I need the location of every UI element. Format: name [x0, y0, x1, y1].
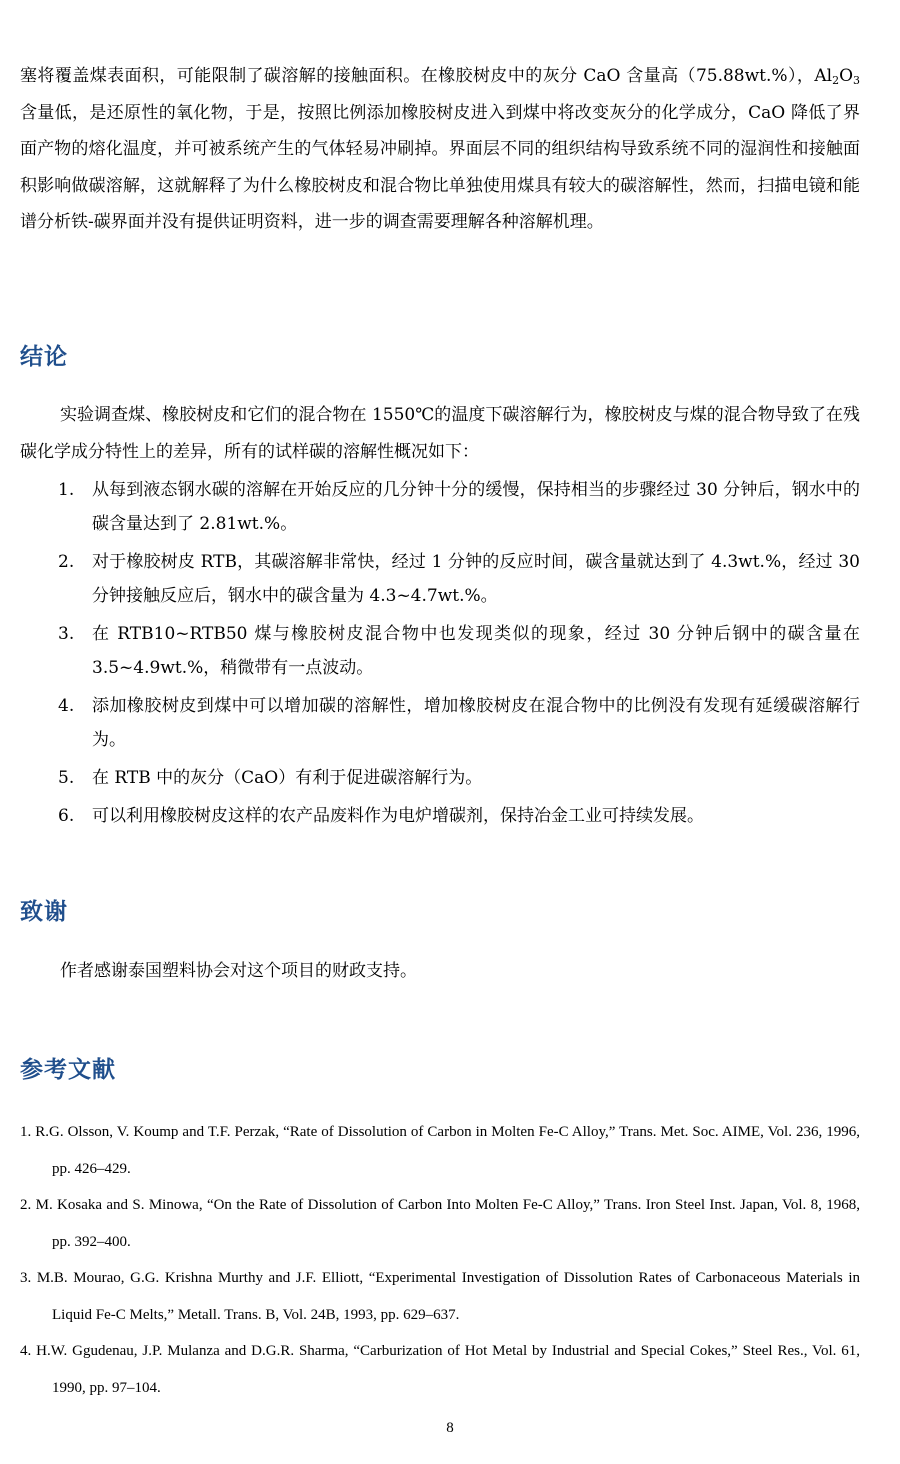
- list-item: [20, 799, 860, 833]
- reference-item: 3. M.B. Mourao, G.G. Krishna Murthy and J.F. Elliott, “Experimental Investigation of Dissolution Rates of Carbonaceous Materials in Liquid Fe-C Melts,” Metall. Trans. B, Vol. 24B, 1993, pp. 629–637.: [20, 1270, 860, 1323]
- list-item-text: 在 RTB10~RTB50 煤与橡胶树皮混合物中也发现类似的现象，经过 30 分钟后钢中的碳含量在 3.5~4.9wt.%，稍微带有一点波动。: [92, 624, 860, 678]
- list-item-text: 添加橡胶树皮到煤中可以增加碳的溶解性，增加橡胶树皮在混合物中的比例没有发现有延缓碳溶解行为。: [92, 696, 860, 750]
- acknowledgement-text: 作者感谢泰国塑料协会对这个项目的财政支持。: [60, 961, 417, 981]
- conclusion-heading: 结论: [20, 344, 68, 370]
- intro-paragraph: [20, 58, 860, 241]
- list-item-number: 1.: [58, 480, 75, 500]
- references-list: [20, 1114, 860, 1406]
- page-number: 8: [446, 1420, 454, 1436]
- intro-rest: 含量低，是还原性的氧化物，于是，按照比例添加橡胶树皮进入到煤中将改变灰分的化学成分，CaO 降低了界面产物的熔化温度，并可被系统产生的气体轻易冲刷掉。界面层不同的组织结构导致系统不同的湿润性和接触面积影响做碳溶解，这就解释了为什么橡胶树皮和混合物比单独使用煤具有较大的碳溶解性，然而，扫描电镜和能谱分析铁-碳界面并没有提供证明资料，进一步的调查需要理解各种溶解机理。: [20, 102, 860, 232]
- list-item-text: 可以利用橡胶树皮这样的农产品废料作为电炉增碳剂，保持冶金工业可持续发展。: [92, 806, 704, 826]
- list-item-text: 对于橡胶树皮 RTB，其碳溶解非常快，经过 1 分钟的反应时间，碳含量就达到了 4.3wt.%，经过 30 分钟接触反应后，钢水中的碳含量为 4.3~4.7wt.%。: [92, 552, 860, 606]
- reference-item: 4. H.W. Ggudenau, J.P. Mulanza and D.G.R. Sharma, “Carburization of Hot Metal by Industrial and Special Cokes,” Steel Res., Vol. 61, 1990, pp. 97–104.: [20, 1343, 860, 1396]
- chem-al: Al: [814, 66, 833, 86]
- conclusion-paragraph: 实验调查煤、橡胶树皮和它们的混合物在 1550℃的温度下碳溶解行为，橡胶树皮与煤的混合物导致了在残碳化学成分特性上的差异，所有的试样碳的溶解性概况如下：: [20, 405, 860, 462]
- list-item: [20, 761, 860, 795]
- list-item-number: 3.: [58, 624, 75, 644]
- list-item-text: 在 RTB 中的灰分（CaO）有利于促进碳溶解行为。: [92, 768, 483, 788]
- list-item: [20, 473, 860, 541]
- list-item-text: 从每到液态钢水碳的溶解在开始反应的几分钟十分的缓慢，保持相当的步骤经过 30 分钟后，钢水中的碳含量达到了 2.81wt.%。: [92, 480, 860, 534]
- list-item-number: 5.: [58, 768, 75, 788]
- reference-item: 1. R.G. Olsson, V. Koump and T.F. Perzak, “Rate of Dissolution of Carbon in Molten Fe-C Alloy,” Trans. Met. Soc. AIME, Vol. 236, 1996, pp. 426–429.: [20, 1124, 860, 1177]
- conclusion-list: [20, 473, 860, 833]
- references-heading: 参考文献: [20, 1057, 116, 1083]
- list-item-number: 6.: [58, 806, 75, 826]
- chem-sub-3: 3: [853, 74, 860, 87]
- reference-item: 2. M. Kosaka and S. Minowa, “On the Rate of Dissolution of Carbon Into Molten Fe-C Alloy,” Trans. Iron Steel Inst. Japan, Vol. 8, 1968, pp. 392–400.: [20, 1197, 860, 1250]
- intro-line-1: 塞将覆盖煤表面积，可能限制了碳溶解的接触面积。在橡胶树皮中的灰分 CaO 含量高（75.88wt.%），: [20, 66, 815, 86]
- list-item: [20, 689, 860, 757]
- list-item-number: 2.: [58, 552, 75, 572]
- list-item: [20, 617, 860, 685]
- chem-o: O: [839, 66, 853, 86]
- acknowledgement-heading: 致谢: [20, 899, 68, 925]
- list-item-number: 4.: [58, 696, 75, 716]
- chem-sub-2: 2: [832, 74, 840, 87]
- list-item: [20, 545, 860, 613]
